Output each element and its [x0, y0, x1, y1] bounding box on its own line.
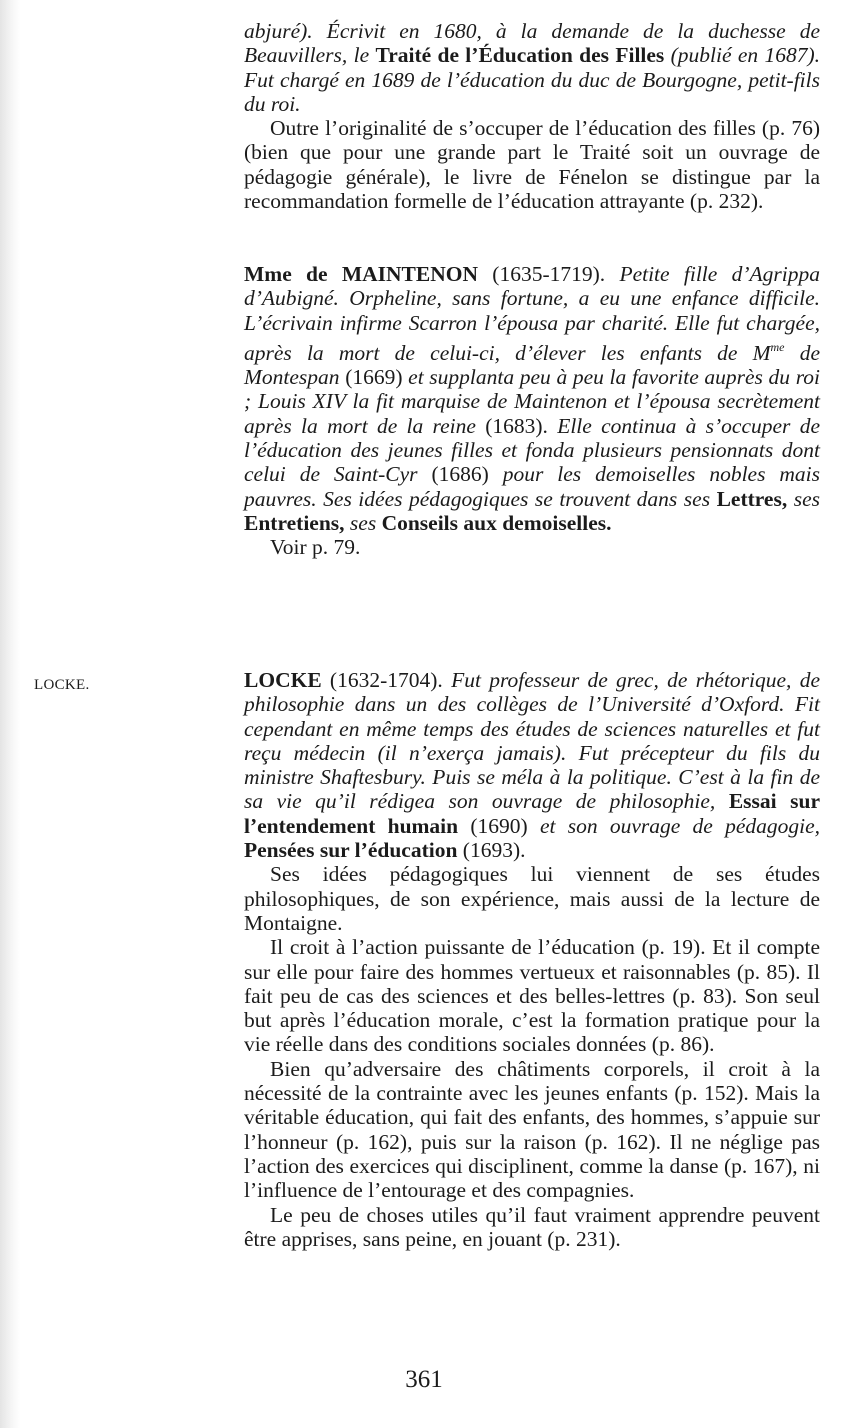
maintenon-work-entretiens: Entretiens,	[244, 510, 345, 535]
locke-work-pensees: Pensées sur l’éducation	[244, 838, 458, 863]
locke-name: LOCKE	[244, 668, 322, 692]
fenelon-biography	[244, 19, 820, 116]
maintenon-bio-text-3: et supplanta peu à peu la favorite auprès du roi ; Louis XIV la fit marquise de Maintenon et l’épousa secrètement après la mort de la reine	[244, 365, 820, 438]
locke-paragraph-1: Ses idées pédagogiques lui viennent de ses études philosophiques, de son expérience, mais aussi de la lecture de Montaigne.	[244, 862, 820, 935]
locke-work-essai: Essai sur l’entendement humain	[244, 789, 820, 838]
margin-label-locke: LOCKE.	[34, 677, 90, 693]
locke-biography	[244, 668, 820, 862]
maintenon-separator-2: ses	[344, 510, 382, 535]
locke-year-1690: (1690)	[458, 813, 528, 838]
entry-fenelon	[244, 19, 820, 213]
maintenon-work-lettres: Lettres,	[716, 486, 788, 511]
maintenon-year-1683: (1683).	[485, 413, 548, 438]
page-number: 361	[405, 1366, 443, 1393]
maintenon-bio-text-4: Elle continua à s’occuper de l’éducation des jeunes filles et fonda plusieurs pensionnats dont celui de Saint-Cyr	[244, 413, 820, 487]
locke-paragraph-2: Il croit à l’action puissante de l’éducation (p. 19). Et il compte sur elle pour faire des hommes vertueux et raisonnables (p. 85). Il fait peu de cas des sciences et des belles-lettres (p. 83). Son seul but après l’éducation morale, c’est la formation pratique pour la vie réelle dans des conditions sociales données (p. 86).	[244, 935, 820, 1057]
maintenon-dates: (1635-1719).	[478, 262, 620, 286]
locke-bio-text-2: et son ouvrage de pédagogie,	[527, 813, 821, 838]
page-binding-edge	[0, 0, 20, 1428]
fenelon-bio-text-1: abjuré). Écrivit en 1680, à la demande de la duchesse de Beauvillers, le	[244, 19, 820, 68]
locke-paragraph-3: Bien qu’adversaire des châtiments corporels, il croit à la nécessité de la contrainte avec les jeunes enfants (p. 152). Mais la véritable éducation, qui fait des enfants, des hommes, s’appuie sur l’honneur (p. 162), puis sur la raison (p. 162). Il ne néglige pas l’action des exercices qui disciplinent, comme la danse (p. 167), ni l’influence de l’entourage et des compagnies.	[244, 1056, 820, 1203]
maintenon-bio-text-1: Petite fille d’Agrippa d’Aubigné. Orpheline, sans fortune, a eu une enfance difficile. L’écrivain infirme Scarron l’épousa par charité. Elle fut chargée, après la mort de celui-ci, d’élever les enfants de M	[244, 262, 820, 365]
maintenon-work-conseils: Conseils aux demoiselles.	[381, 510, 612, 535]
fenelon-bio-text-2: (publié en 1687). Fut chargé en 1689 de l’éducation du duc de Bourgogne, petit-fils du roi.	[244, 43, 820, 116]
maintenon-bio-text-2: de Montespan	[244, 340, 820, 390]
maintenon-separator-1: ses	[787, 486, 820, 511]
maintenon-reference: Voir p. 79.	[270, 535, 361, 560]
locke-dates: (1632-1704).	[321, 668, 452, 692]
entry-locke	[244, 668, 820, 1251]
maintenon-year-1686: (1686)	[431, 462, 489, 487]
locke-paragraph-4: Le peu de choses utiles qu’il faut vraiment apprendre peuvent être apprises, sans peine, en jouant (p. 231).	[244, 1202, 820, 1251]
maintenon-biography	[244, 262, 820, 535]
locke-year-1693: (1693).	[457, 838, 526, 863]
maintenon-bio-text-5: pour les demoiselles nobles mais pauvres. Ses idées pédagogiques se trouvent dans ses	[244, 462, 820, 511]
fenelon-work-title: Traité de l’Éducation des Filles	[375, 43, 665, 68]
maintenon-bio-superscript: me	[770, 339, 785, 354]
entry-maintenon	[244, 262, 820, 560]
maintenon-year-1669: (1669)	[345, 365, 403, 390]
locke-bio-text-1: Fut professeur de grec, de rhétorique, de philosophie dans un des collèges de l’Université d’Oxford. Fit cependant en même temps des études de sciences naturelles et fut reçu médecin (il n’exerça jamais). Fut précepteur du fils du ministre Shaftesbury. Puis se méla à la politique. C’est à la fin de sa vie qu’il rédigea son ouvrage de philosophie,	[244, 668, 820, 814]
maintenon-name: Mme de MAINTENON	[244, 262, 478, 286]
fenelon-paragraph: Outre l’originalité de s’occuper de l’éducation des filles (p. 76) (bien que pour une grande part le Traité soit un ouvrage de pédagogie générale), le livre de Fénelon se distingue par la recommandation formelle de l’éducation attrayante (p. 232).	[244, 116, 820, 214]
